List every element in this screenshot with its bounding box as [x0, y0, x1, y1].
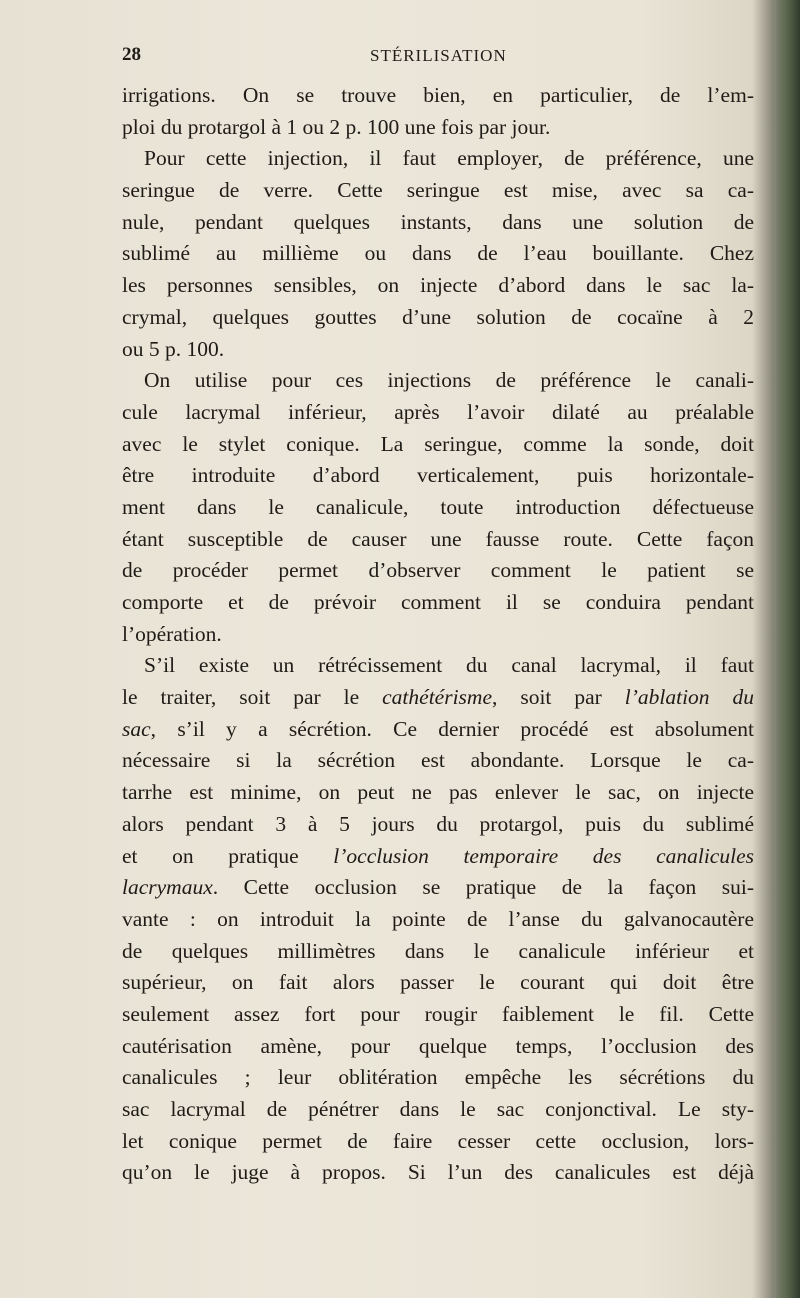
text-line: les personnes sensibles, on injecte d’abord dans le sac la-	[122, 273, 754, 298]
italic-term: lacrymaux	[122, 875, 213, 900]
body-text	[122, 80, 754, 1189]
italic-term: cathétérisme	[382, 685, 492, 710]
text-line: sac lacrymal de pénétrer dans le sac conjonctival. Le sty-	[122, 1097, 754, 1121]
text-line: comporte et de prévoir comment il se conduira pendant	[122, 590, 754, 614]
italic-term: l’ablation du	[624, 685, 755, 710]
page-edge-shadow	[774, 0, 800, 1298]
text-line: nécessaire si la sécrétion est abondante. Lorsque le ca-	[122, 748, 754, 773]
text-line: Pour cette injection, il faut employer, de préférence, une	[144, 146, 754, 171]
italic-term: sac	[122, 716, 151, 741]
text-line: On utilise pour ces injections de préférence le canali-	[144, 368, 754, 393]
text-line: crymal, quelques gouttes d’une solution de cocaïne à 2	[122, 304, 754, 329]
text-line: l’opération.	[122, 621, 222, 646]
text-line: let conique permet de faire cesser cette occlusion, lors-	[122, 1128, 754, 1153]
text-line: sublimé au millième ou dans de l’eau bouillante. Chez	[122, 241, 754, 266]
text-line: ploi du protargol à 1 ou 2 p. 100 une fois par jour.	[122, 114, 551, 139]
text-line: seulement assez fort pour rougir faiblement le fil. Cette	[122, 1001, 754, 1026]
text-line: cautérisation amène, pour quelque temps, l’occlusion des	[122, 1033, 754, 1058]
text-line: avec le stylet conique. La seringue, comme la sonde, doit	[122, 431, 754, 456]
text-line: être introduite d’abord verticalement, puis horizontale-	[122, 463, 754, 488]
text-line: cule lacrymal inférieur, après l’avoir dilaté au préalable	[122, 399, 754, 424]
text-run: , soit par	[492, 685, 625, 710]
text-run: le traiter, soit par le	[122, 685, 383, 710]
text-line: qu’on le juge à propos. Si l’un des canalicules est déjà	[122, 1160, 754, 1185]
text-line	[122, 841, 754, 873]
text-line: tarrhe est minime, on peut ne pas enlever le sac, on injecte	[122, 780, 754, 805]
text-line: alors pendant 3 à 5 jours du protargol, puis du sublimé	[122, 811, 754, 836]
text-line: ment dans le canalicule, toute introduction défectueuse	[122, 494, 754, 519]
text-line: de procéder permet d’observer comment le patient se	[122, 558, 754, 583]
text-line: seringue de verre. Cette seringue est mise, avec sa ca-	[122, 178, 754, 203]
text-line: supérieur, on fait alors passer le courant qui doit être	[122, 970, 754, 995]
italic-term: l’occlusion temporaire des canalicules	[333, 843, 754, 868]
text-line	[122, 714, 754, 746]
text-line: étant susceptible de causer une fausse route. Cette façon	[122, 526, 754, 551]
text-line: nule, pendant quelques instants, dans une solution de	[122, 209, 754, 234]
running-title: STÉRILISATION	[370, 46, 507, 65]
text-line: ou 5 p. 100.	[122, 336, 225, 361]
page-number: 28	[122, 44, 141, 65]
page-header	[122, 44, 752, 72]
text-line: de quelques millimètres dans le canalicule inférieur et	[122, 938, 754, 963]
text-run: , s’il y a sécrétion. Ce dernier procédé est absolument	[150, 716, 754, 741]
text-line: S’il existe un rétrécissement du canal lacrymal, il faut	[144, 653, 754, 678]
text-line: irrigations. On se trouve bien, en particulier, de l’em-	[122, 83, 754, 107]
text-run: . Cette occlusion se pratique de la façon sui-	[212, 875, 754, 900]
text-line: vante : on introduit la pointe de l’anse du galvanocautère	[122, 906, 754, 931]
text-line	[122, 872, 754, 904]
text-run: et on pratique	[122, 843, 334, 868]
text-line	[122, 682, 754, 714]
text-line: canalicules ; leur oblitération empêche les sécrétions du	[122, 1065, 754, 1090]
